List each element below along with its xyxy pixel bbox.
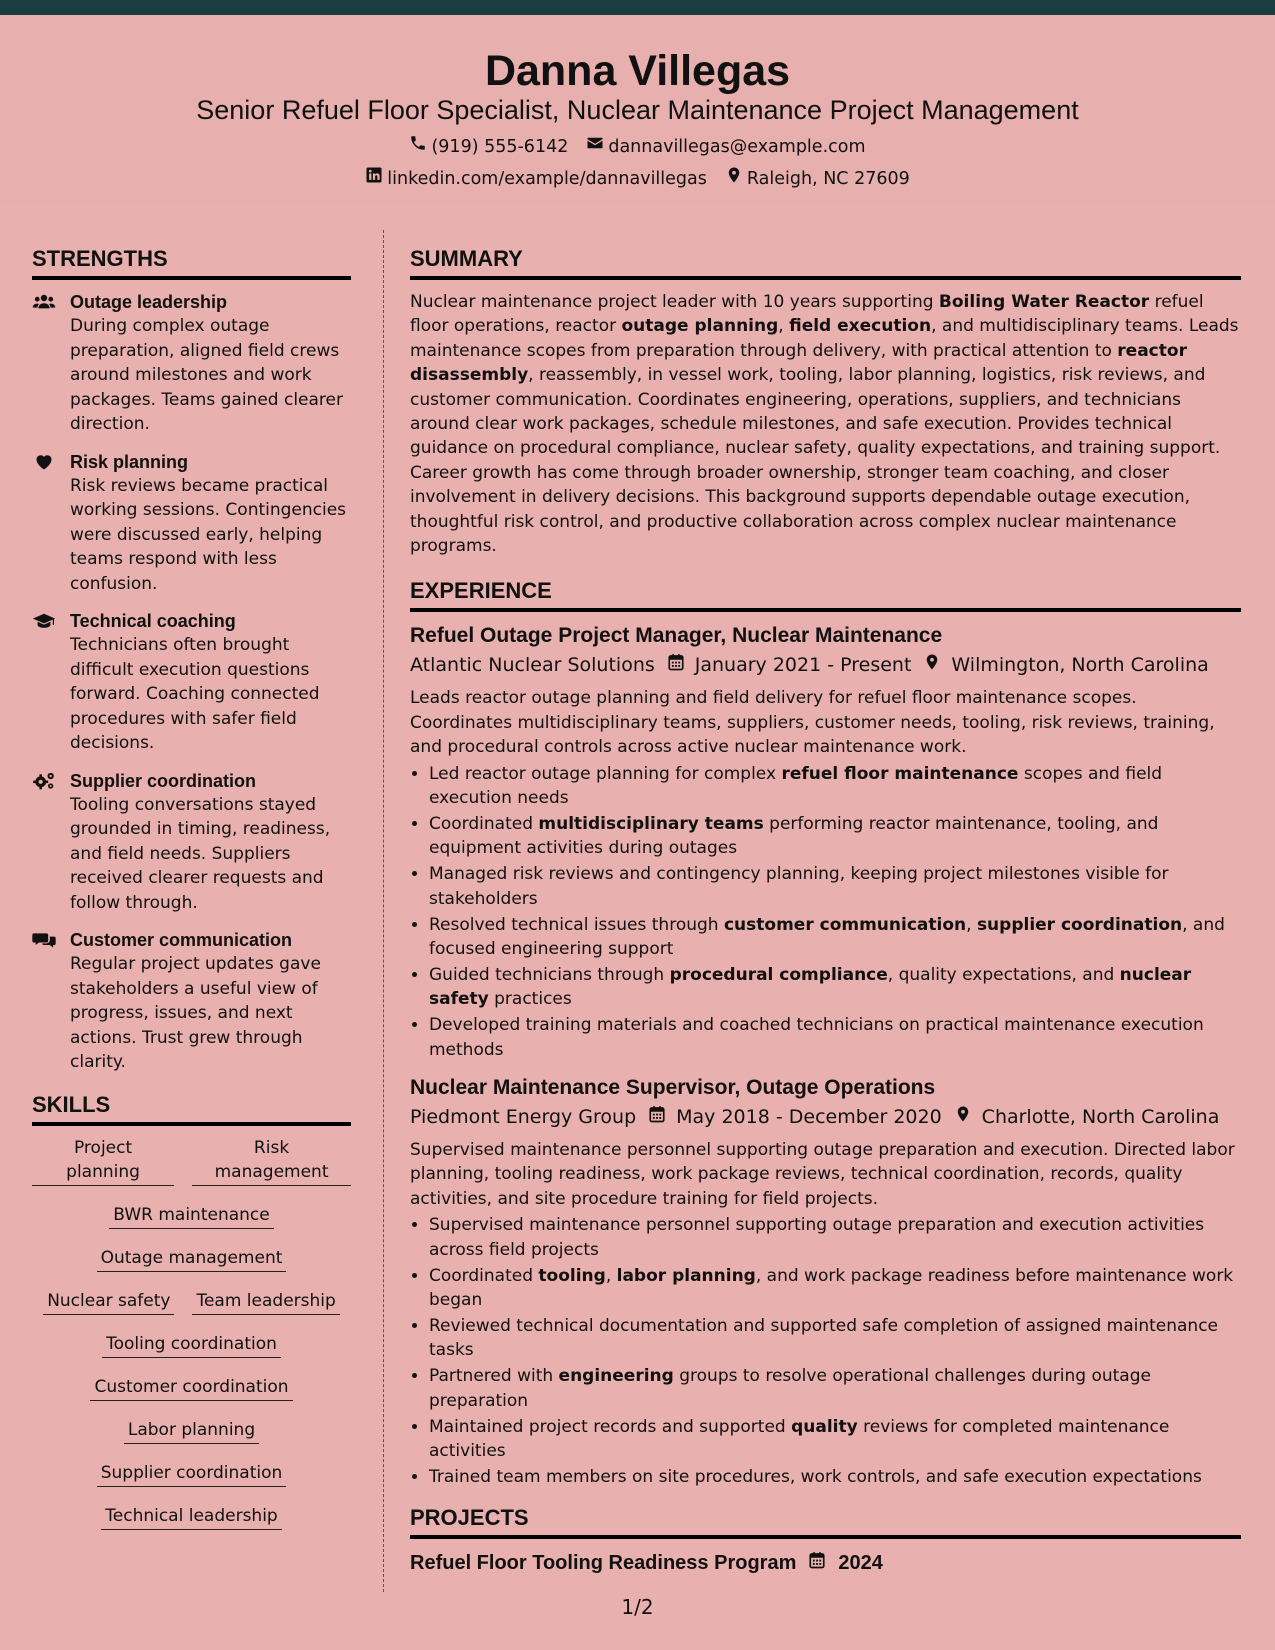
strength-item — [32, 928, 351, 1075]
text-segment: , — [605, 1265, 617, 1286]
text-segment: Resolved technical issues through — [429, 914, 724, 935]
job-meta — [410, 650, 1241, 680]
bold-text: outage planning — [621, 316, 779, 337]
job-location-text: Charlotte, North Carolina — [981, 1106, 1220, 1129]
skill-tag: Outage management — [97, 1246, 287, 1272]
summary-heading: SUMMARY — [410, 242, 1241, 280]
skills-list — [32, 1136, 351, 1530]
phone-contact[interactable] — [409, 134, 568, 159]
location-contact — [725, 166, 910, 191]
linkedin-text: linkedin.com/example/dannavillegas — [387, 168, 707, 189]
text-segment: , — [966, 914, 977, 935]
calendar-icon — [808, 1549, 826, 1577]
bullet-item — [429, 1465, 1241, 1489]
phone-icon — [409, 134, 427, 159]
top-accent-bar — [0, 0, 1275, 15]
company-name: Piedmont Energy Group — [410, 1106, 637, 1129]
text-segment: Managed risk reviews and contingency planning, keeping project milestones visible for stakeholders — [429, 864, 1169, 909]
strength-item — [32, 609, 351, 756]
job-title: Refuel Outage Project Manager, Nuclear Maintenance — [410, 624, 943, 648]
right-column — [410, 242, 1241, 1577]
skill-tag: Nuclear safety — [43, 1289, 174, 1315]
text-segment: Nuclear maintenance project leader with 10 years supporting — [410, 292, 939, 312]
skill-tag: Team leadership — [192, 1289, 339, 1315]
text-segment: Reviewed technical documentation and supported safe completion of assigned maintenance tasks — [429, 1315, 1219, 1361]
cogs-icon — [32, 771, 56, 791]
strength-item — [32, 290, 351, 437]
text-segment: Coordinated — [429, 814, 539, 834]
job-description: Supervised maintenance personnel supporting outage preparation and execution. Directed labor planning, tooling readiness, work package reviews, technical coordination, records, quality activities, and site procedure training for field projects. — [410, 1140, 1235, 1209]
contact-row-2 — [0, 166, 1275, 191]
contact-row-1 — [0, 134, 1275, 159]
left-column — [32, 242, 351, 1547]
experience-heading: EXPERIENCE — [410, 574, 1241, 612]
skill-tag: Risk management — [192, 1136, 351, 1186]
text-segment: Partnered with — [429, 1366, 559, 1387]
skill-row — [32, 1461, 351, 1487]
text-segment: , and multidisciplinary teams. Leads maintenance scopes from preparation through delivery, with practical attention to — [410, 316, 1239, 361]
job-dates — [648, 1102, 942, 1132]
job-dates-text: January 2021 - Present — [694, 654, 912, 677]
skill-tag: BWR maintenance — [109, 1203, 273, 1229]
skill-tag: Technical leadership — [101, 1504, 281, 1530]
bold-text: procedural compliance — [669, 964, 888, 985]
job-entry — [410, 622, 1241, 1062]
project-year: 2024 — [838, 1552, 883, 1575]
strength-description: Risk reviews became practical working sessions. Contingencies were discussed early, helping teams respond with less confusion. — [70, 475, 347, 594]
bold-text: multidisciplinary teams — [538, 814, 764, 834]
job-bullets — [410, 762, 1241, 1062]
skill-tag: Supplier coordination — [97, 1461, 287, 1487]
bullet-item — [429, 1415, 1241, 1464]
text-segment: , and work package readiness before maintenance work began — [429, 1265, 1234, 1310]
strength-description: During complex outage preparation, aligned field crews around milestones and work packages. Teams gained clearer direction. — [70, 316, 343, 434]
text-segment: Guided technicians through — [429, 964, 670, 985]
skill-row — [32, 1504, 351, 1530]
job-location-text: Wilmington, North Carolina — [951, 654, 1209, 677]
strength-title: Supplier coordination — [70, 770, 257, 791]
strength-description: Technicians often brought difficult execution questions forward. Coaching connected procedures with safer field decisions. — [70, 635, 320, 753]
bold-text: reactor disassembly — [410, 340, 1187, 386]
skill-row — [32, 1203, 351, 1229]
map-pin-icon — [954, 1102, 972, 1132]
job-title: Nuclear Maintenance Supervisor, Outage Operations — [410, 1076, 936, 1100]
strength-description: Tooling conversations stayed grounded in timing, readiness, and field needs. Suppliers received clearer requests and follow through. — [70, 794, 331, 913]
text-segment: refuel floor operations, reactor — [410, 292, 1204, 337]
phone-text: (919) 555-6142 — [431, 136, 569, 157]
bold-text: engineering — [558, 1366, 674, 1387]
linkedin-icon — [365, 166, 383, 191]
strength-description: Regular project updates gave stakeholders a useful view of progress, issues, and next actions. Trust grew through clarity. — [70, 954, 321, 1072]
skill-row — [32, 1246, 351, 1272]
strength-item — [32, 769, 351, 916]
calendar-icon — [667, 650, 685, 680]
strengths-heading: STRENGTHS — [32, 242, 351, 280]
users-icon — [32, 292, 56, 312]
candidate-name: Danna Villegas — [484, 47, 791, 95]
skill-row — [32, 1332, 351, 1358]
location-text: Raleigh, NC 27609 — [746, 168, 910, 189]
page-indicator: 1/2 — [621, 1595, 654, 1619]
bullet-item — [429, 913, 1241, 962]
map-pin-icon — [923, 650, 941, 680]
skill-row — [32, 1418, 351, 1444]
skill-row — [32, 1289, 351, 1315]
text-segment: Trained team members on site procedures, work controls, and safe execution expectations — [429, 1466, 1202, 1487]
bold-text: customer communication — [723, 914, 967, 935]
text-segment: , reassembly, in vessel work, tooling, labor planning, logistics, risk reviews, and customer communication. Coordinates engineering, operations, suppliers, and technicians around clear work packages, schedule milestones, and safe execution. Provides technical guidance on procedural compliance, nuclear safety, quality expectations, and training support. Career growth has come through broader ownership, stronger team coaching, and closer involvement in delivery decisions. This background supports dependable outage execution, thoughtful risk control, and productive collaboration across complex nuclear maintenance programs. — [410, 365, 1221, 557]
jobs-list — [410, 622, 1241, 1489]
bold-text: Boiling Water Reactor — [938, 292, 1150, 312]
text-segment: Maintained project records and supported — [429, 1416, 792, 1437]
text-segment: Led reactor outage planning for complex — [429, 763, 782, 784]
job-description: Leads reactor outage planning and field delivery for refuel floor maintenance scopes. Coordinates multidisciplinary teams, suppliers, customer needs, tooling, risk reviews, training, and procedural controls across active nuclear maintenance work. — [410, 688, 1215, 758]
resume-header — [0, 15, 1275, 205]
project-entry — [410, 1549, 1241, 1577]
bullet-item — [429, 963, 1241, 1012]
graduation-cap-icon — [32, 611, 56, 631]
text-segment: , and focused engineering support — [429, 914, 1225, 960]
projects-list — [410, 1549, 1241, 1577]
skill-row — [32, 1375, 351, 1401]
strength-title: Customer communication — [70, 930, 293, 950]
comments-icon — [32, 930, 56, 950]
linkedin-contact[interactable] — [365, 166, 707, 191]
bullet-item — [429, 1213, 1241, 1262]
bullet-item — [429, 762, 1241, 811]
company-name: Atlantic Nuclear Solutions — [410, 654, 655, 677]
projects-heading: PROJECTS — [410, 1501, 1241, 1539]
job-location — [954, 1102, 1220, 1132]
text-segment: Supervised maintenance personnel supporting outage preparation and execution activities across field projects — [429, 1215, 1205, 1260]
job-meta — [410, 1102, 1241, 1132]
bullet-item — [429, 1314, 1241, 1363]
skill-tag: Labor planning — [124, 1418, 259, 1444]
strength-item — [32, 450, 351, 597]
strengths-list — [32, 290, 351, 1075]
bullet-item — [429, 1364, 1241, 1413]
job-dates — [667, 650, 912, 680]
strength-title: Technical coaching — [70, 611, 236, 631]
job-entry — [410, 1074, 1241, 1489]
text-segment: groups to resolve operational challenges during outage preparation — [429, 1366, 1151, 1411]
email-text: dannavillegas@example.com — [608, 136, 866, 157]
heart-icon — [32, 452, 56, 472]
bold-text: tooling — [538, 1265, 606, 1286]
email-contact[interactable] — [586, 134, 865, 159]
bold-text: supplier coordination — [976, 914, 1183, 935]
bold-text: nuclear safety — [429, 964, 1192, 1010]
bold-text: field execution — [789, 316, 932, 337]
column-divider — [383, 230, 384, 1592]
project-name: Refuel Floor Tooling Readiness Program — [410, 1552, 797, 1575]
bold-text: labor planning — [616, 1265, 756, 1286]
bold-text: quality — [791, 1416, 858, 1437]
text-segment: , quality expectations, and — [887, 964, 1120, 985]
skill-tag: Tooling coordination — [102, 1332, 281, 1358]
skills-heading: SKILLS — [32, 1088, 351, 1126]
job-dates-text: May 2018 - December 2020 — [676, 1106, 942, 1129]
summary-text — [410, 290, 1241, 558]
bold-text: refuel floor maintenance — [781, 763, 1019, 784]
text-segment: Coordinated — [429, 1265, 539, 1286]
strength-title: Outage leadership — [70, 292, 228, 312]
text-segment: , — [778, 316, 790, 337]
map-pin-icon — [725, 166, 743, 191]
text-segment: practices — [488, 989, 572, 1010]
candidate-headline: Senior Refuel Floor Specialist, Nuclear Maintenance Project Management — [196, 95, 1079, 125]
strength-title: Risk planning — [70, 451, 189, 472]
skill-tag: Project planning — [32, 1136, 174, 1186]
text-segment: scopes and field execution needs — [429, 763, 1163, 809]
skill-row — [32, 1136, 351, 1186]
bullet-item — [429, 1264, 1241, 1313]
envelope-icon — [586, 134, 604, 159]
job-location — [923, 650, 1208, 680]
bullet-item — [429, 812, 1241, 861]
text-segment: performing reactor maintenance, tooling, and equipment activities during outages — [429, 814, 1159, 859]
bullet-item — [429, 862, 1241, 911]
bullet-item — [429, 1013, 1241, 1062]
skill-tag: Customer coordination — [90, 1375, 292, 1401]
text-segment: Developed training materials and coached technicians on practical maintenance execution methods — [429, 1015, 1204, 1060]
text-segment: reviews for completed maintenance activities — [429, 1416, 1170, 1461]
job-bullets — [410, 1213, 1241, 1489]
calendar-icon — [648, 1102, 666, 1132]
